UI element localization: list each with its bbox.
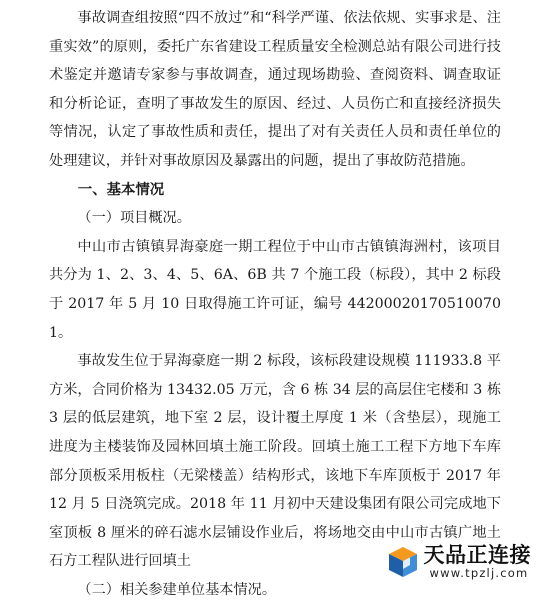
project-overview-paragraph: 中山市古镇镇昇海豪庭一期工程位于中山市古镇镇海洲村，该项目共分为 1、2、3、4、5、6A、6B 共 7 个施工段（标段），其中 2 标段于 2017 年 5 月 10 日取得施工许可证，编号 442000201705100701。 <box>49 238 501 341</box>
watermark-url: www.tpzlj.com <box>429 566 529 580</box>
cube-logo-icon <box>386 545 420 579</box>
intro-paragraph: 事故调查组按照“四不放过”和“科学严谨、依法依规、实事求是、注重实效”的原则，委托广东省建设工程质量安全检测总站有限公司进行技术鉴定并邀请专家参与事故调查，通过现场勘验、查阅资料、调查取证和分析论证，查明了事故发生的原因、经过、人员伤亡和直接经济损失等情况，认定了事故性质和责任，提出了对有关责任人员和责任单位的处理建议，并针对事故原因及暴露出的问题，提出了事故防范措施。 <box>49 10 501 169</box>
section-heading-basic-info: 一、基本情况 <box>77 180 165 198</box>
watermark-name: 天品正连接 <box>423 543 531 567</box>
accident-location-paragraph: 事故发生位于昇海豪庭一期 2 标段，该标段建设规模 111933.8 平方米，合同价格为 13432.05 万元，含 6 栋 34 层的高层住宅楼和 3 栋 3 层的低层建筑，地下室 2 层，设计覆土厚度 1 米（含垫层），现施工进度为主楼装饰及园林回填土施工阶段。回填土施工工程下方地下车库部分顶板采用板柱（无梁楼盖）结构形式，该地下车库顶板于 2017 年 12 月 5 日浇筑完成。2018 年 11 月初中天建设集团有限公司完成地下室顶板 8 厘米的碎石滤水层铺设作业后，将场地交由中山市古镇广地土石方工程队进行回填土 <box>49 353 502 570</box>
watermark <box>384 541 536 582</box>
subsection-heading-participating-units: （二）相关参建单位基本情况。 <box>77 581 277 598</box>
subsection-heading-project-overview: （一）项目概况。 <box>77 210 191 227</box>
watermark-text <box>424 543 532 580</box>
